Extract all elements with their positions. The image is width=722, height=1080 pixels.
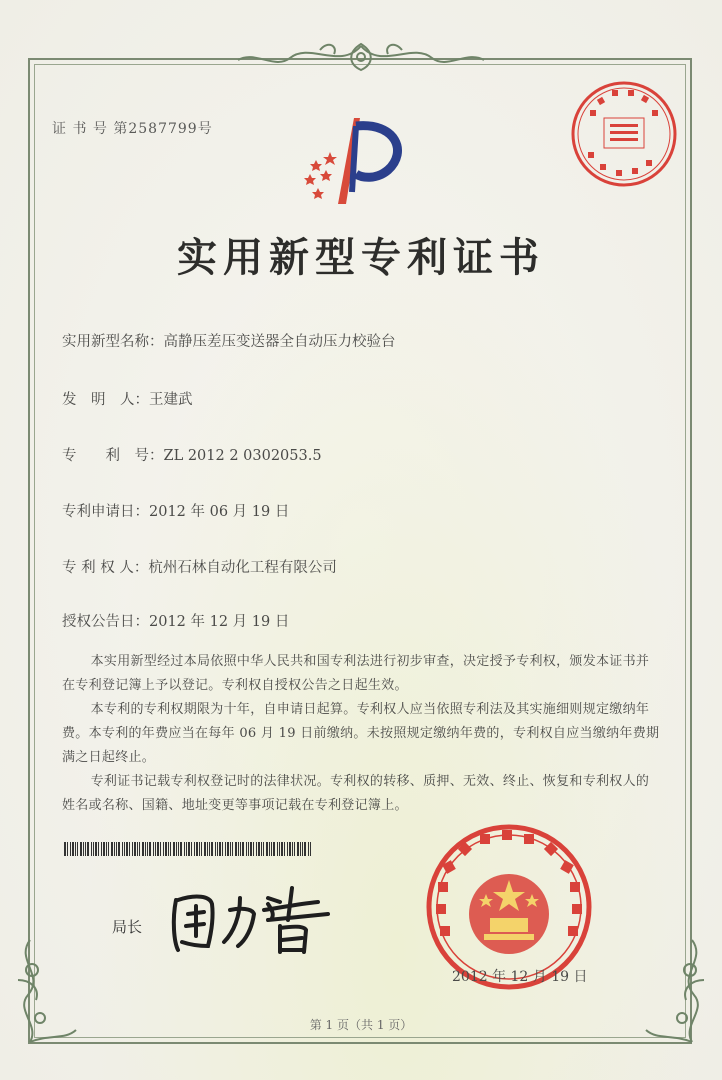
paragraph-grant: 本实用新型经过本局依照中华人民共和国专利法进行初步审查，决定授予专利权，颁发本证书并在专利登记簿上予以登记。专利权自授权公告之日起生效。 xyxy=(62,654,650,693)
field-value: 杭州石林自动化工程有限公司 xyxy=(148,560,337,576)
director-label: 局长 xyxy=(112,918,143,936)
field-label: 发 明 人： xyxy=(62,392,149,408)
field-value: ZL 2012 2 0302053.5 xyxy=(163,448,322,464)
patent-office-emblem-icon xyxy=(296,112,416,208)
field-value: 2012 年 06 月 19 日 xyxy=(149,504,290,520)
field-patent-number xyxy=(62,444,322,465)
field-label: 专 利 权 人： xyxy=(62,560,149,576)
page-number: 第 1 页（共 1 页） xyxy=(309,1018,413,1032)
field-inventor xyxy=(62,388,193,409)
field-grant-date xyxy=(62,610,289,631)
field-value: 王建武 xyxy=(149,392,193,408)
top-ornament-icon xyxy=(230,40,492,74)
agency-seal-icon xyxy=(568,78,680,190)
field-label: 实用新型名称： xyxy=(62,334,164,350)
field-label: 专 利 号： xyxy=(62,448,164,464)
field-utility-model-name xyxy=(62,330,396,351)
field-value: 高静压差压变送器全自动压力校验台 xyxy=(163,334,396,350)
certificate-title: 实用新型专利证书 xyxy=(177,234,545,281)
field-patentee xyxy=(62,556,337,577)
field-value: 2012 年 12 月 19 日 xyxy=(149,614,290,630)
seal-date: 2012 年 12 月 19 日 xyxy=(452,969,588,985)
statement-text xyxy=(62,650,662,818)
paragraph-term: 本专利的专利权期限为十年，自申请日起算。专利权人应当依照专利法及其实施细则规定缴纳年费。本专利的年费应当在每年 06 月 19 日前缴纳。未按照规定缴纳年费的，专利权自应当缴纳年费期满之日起终止。 xyxy=(62,702,660,765)
director-signature-icon xyxy=(168,880,338,960)
field-label: 专利申请日： xyxy=(62,504,149,520)
field-label: 授权公告日： xyxy=(62,614,149,630)
field-application-date xyxy=(62,500,289,521)
barcode-icon xyxy=(64,842,314,856)
certificate-number: 证 书 号 第2587799号 xyxy=(52,121,213,137)
paragraph-legal-status: 专利证书记载专利权登记时的法律状况。专利权的转移、质押、无效、终止、恢复和专利权人的姓名或名称、国籍、地址变更等事项记载在专利登记簿上。 xyxy=(62,774,650,813)
